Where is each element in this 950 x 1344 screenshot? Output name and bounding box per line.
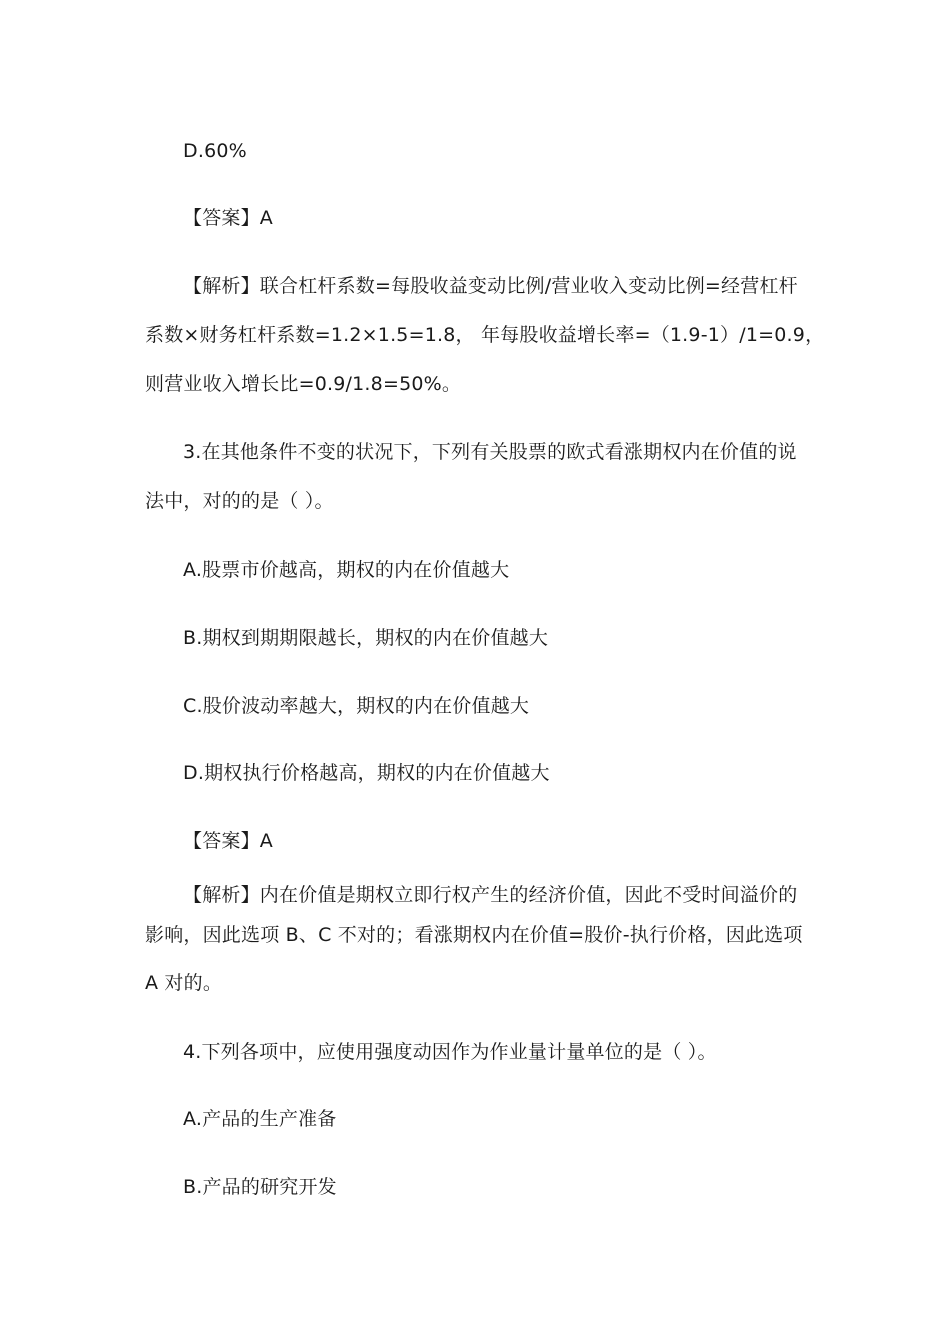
q3-option-d: D.期权执行价格越高，期权的内在价值越大 (183, 762, 550, 784)
q2-analysis-line-2: 系数×财务杠杆系数=1.2×1.5=1.8， 年每股收益增长率=（1.9-1）/1=0.9， (145, 324, 825, 346)
q4-stem: 4.下列各项中，应使用强度动因作为作业量计量单位的是（ ）。 (183, 1041, 717, 1063)
q3-answer: 【答案】A (183, 830, 273, 852)
q2-analysis-line-3: 则营业收入增长比=0.9/1.8=50%。 (145, 373, 462, 395)
q3-option-c: C.股价波动率越大，期权的内在价值越大 (183, 695, 530, 717)
q3-stem-line-1: 3.在其他条件不变的状况下，下列有关股票的欧式看涨期权内在价值的说 (183, 441, 797, 463)
q4-option-a: A.产品的生产准备 (183, 1108, 337, 1130)
q3-analysis-line-3: A 对的。 (145, 972, 223, 994)
q3-option-b: B.期权到期期限越长，期权的内在价值越大 (183, 627, 549, 649)
q3-option-a: A.股票市价越高，期权的内在价值越大 (183, 559, 510, 581)
q3-analysis-line-2: 影响，因此选项 B、C 不对的；看涨期权内在价值=股价-执行价格，因此选项 (145, 924, 803, 946)
q2-analysis-line-1: 【解析】联合杠杆系数=每股收益变动比例/营业收入变动比例=经营杠杆 (183, 275, 798, 297)
q3-analysis-line-1: 【解析】内在价值是期权立即行权产生的经济价值，因此不受时间溢价的 (183, 884, 798, 906)
q4-option-b: B.产品的研究开发 (183, 1176, 337, 1198)
q3-stem-line-2: 法中，对的的是（ ）。 (145, 490, 334, 512)
q2-answer: 【答案】A (183, 207, 273, 229)
q2-option-d: D.60% (183, 140, 247, 162)
